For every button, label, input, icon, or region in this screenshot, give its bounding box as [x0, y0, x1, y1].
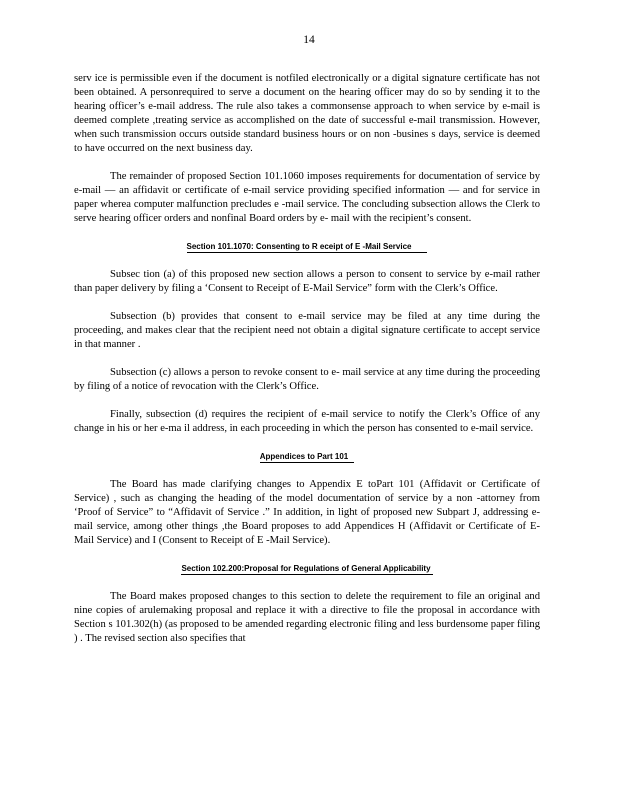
paragraph: Subsection (b) provides that consent to e-mail service may be filed at any time during the proceeding, and makes clear that the recipient need not obtain a digital signature certificate to accept service in that manner .	[74, 311, 540, 350]
paragraph: Finally, subsection (d) requires the recipient of e-mail service to notify the Clerk’s Office of any change in his or her e-ma il address, in each proceeding in which the person has consented to e-mail service.	[74, 409, 540, 434]
section-heading	[74, 450, 540, 464]
section-heading	[74, 240, 540, 254]
paragraph: The Board makes proposed changes to this section to delete the requirement to file an original and nine copies of arulemaking proposal and replace it with a directive to file the proposal in accordance with Section s 101.302(h) (as proposed to be amended regarding electronic filing and less burdensome paper filing ) . The revised section also specifies that	[74, 591, 540, 644]
paragraph: Subsection (c) allows a person to revoke consent to e- mail service at any time during the proceeding by filing of a notice of revocation with the Clerk’s Office.	[74, 367, 540, 392]
section-heading-text: Section 102.200:Proposal for Regulations of General Applicability	[181, 564, 431, 573]
section-heading-text: Appendices to Part 101	[260, 452, 354, 463]
page-number: 14	[303, 34, 315, 46]
document-body	[74, 72, 540, 660]
paragraph: Subsec tion (a) of this proposed new section allows a person to consent to service by e-mail rather than paper delivery by filing a ‘Consent to Receipt of E-Mail Service” form with the Clerk’s Office.	[74, 269, 540, 294]
section-heading-text: Section 101.1070: Consenting to R eceipt of E -Mail Service	[187, 242, 428, 253]
paragraph: The remainder of proposed Section 101.1060 imposes requirements for documentation of service by e-mail — an affidavit or certificate of e-mail service providing specified information — and for service in paper wherea computer malfunction precludes e -mail service. The concluding subsection allows the Clerk to serve hearing officer orders and nonfinal Board orders by e- mail with the recipient’s consent.	[74, 171, 540, 224]
paragraph: The Board has made clarifying changes to Appendix E toPart 101 (Affidavit or Certificate of Service) , such as changing the heading of the model documentation of service by a non -attorney from ‘Proof of Service” to “Affidavit of Service .” In addition, in light of proposed new Subpart J, addressing e-mail service, among other things ,the Board proposes to add Appendices H (Affidavit or Certificate of E- Mail Service) and I (Consent to Receipt of E -Mail Service).	[74, 479, 540, 546]
paragraph: serv ice is permissible even if the document is notfiled electronically or a digital signature certificate has not been obtained. A personrequired to serve a document on the hearing officer may do so by sending it to the hearing officer’s e-mail address. The rule also takes a commonsense approach to when service by e-mail is deemed complete ,treating service as accomplished on the date of successful e-mail transmission. However, when such transmission occurs outside standard business hours or on non -busines s days, service is deemed to have occurred on the next business day.	[74, 73, 540, 154]
section-heading	[74, 562, 540, 576]
